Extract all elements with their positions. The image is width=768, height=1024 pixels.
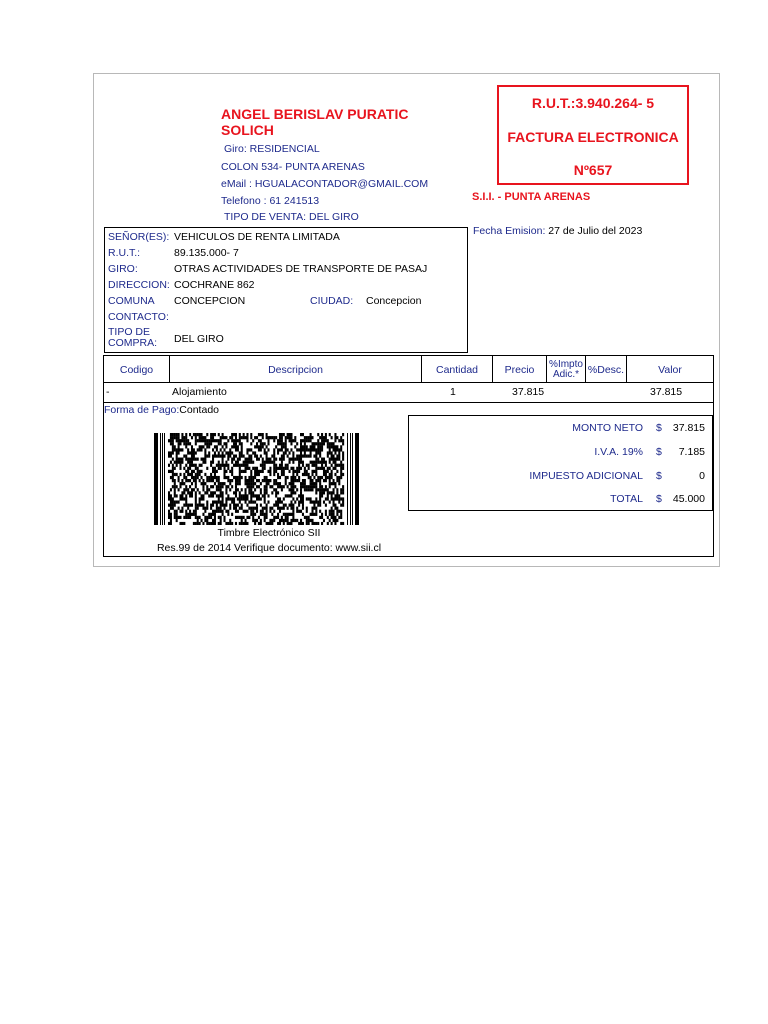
neto-label: MONTO NETO [572, 422, 643, 434]
header-desc: %Desc. [585, 356, 626, 383]
client-tipo-compra-value: DEL GIRO [174, 333, 224, 345]
timbre-label: Timbre Electrónico SII [217, 527, 321, 539]
client-rut-value: 89.135.000- 7 [174, 247, 239, 259]
client-ciudad-label: CIUDAD: [310, 295, 354, 307]
issue-date [473, 225, 642, 237]
neto-currency: $ [656, 422, 662, 434]
impuesto-currency: $ [656, 470, 662, 482]
total-value: 45.000 [672, 493, 705, 505]
impuesto-value: 0 [699, 470, 705, 482]
total-label: TOTAL [610, 493, 643, 505]
header-precio: Precio [492, 356, 546, 383]
header-codigo: Codigo [119, 363, 154, 376]
total-currency: $ [656, 493, 662, 505]
header-impto-2: Adic.* [552, 368, 580, 380]
header-descripcion: Descripcion [169, 356, 421, 383]
issue-date-value: 27 de Julio del 2023 [548, 225, 643, 237]
payment-value: Contado [179, 404, 219, 416]
row-valor: 37.815 [650, 386, 683, 398]
client-box [104, 227, 468, 353]
document-id-box [497, 85, 689, 185]
row-precio: 37.815 [512, 386, 545, 398]
issuer-sale-type: TIPO DE VENTA: DEL GIRO [224, 211, 359, 223]
issuer-address: COLON 534- PUNTA ARENAS [221, 161, 365, 173]
client-giro-label: GIRO: [108, 263, 138, 275]
client-tipo-compra-label-1: TIPO DE [108, 326, 151, 338]
client-tipo-compra-label [108, 327, 157, 349]
issue-date-label: Fecha Emision: [473, 225, 546, 237]
header-cantidad: Cantidad [421, 356, 492, 383]
client-comuna-value: CONCEPCION [174, 295, 246, 307]
row-cantidad: 1 [450, 386, 456, 398]
issuer-name: ANGEL BERISLAV PURATIC SOLICH [221, 106, 409, 138]
header-valor: Valor [626, 356, 713, 383]
payment-label: Forma de Pago: [104, 404, 180, 416]
document-rut: R.U.T.:3.940.264- 5 [531, 95, 655, 111]
document-number: Nº657 [573, 162, 613, 178]
header-impto-1: %Impto [549, 358, 583, 370]
table-row [104, 383, 713, 403]
issuer-giro: Giro: RESIDENCIAL [224, 143, 320, 155]
sii-office: S.I.I. - PUNTA ARENAS [472, 191, 591, 203]
issuer-phone: Telefono : 61 241513 [221, 195, 320, 207]
table-header-row [104, 356, 713, 383]
iva-label: I.V.A. 19% [594, 446, 643, 458]
client-giro-value: OTRAS ACTIVIDADES DE TRANSPORTE DE PASAJ [174, 263, 428, 275]
issuer-email: eMail : HGUALACONTADOR@GMAIL.COM [221, 178, 429, 190]
client-senor-value: VEHICULOS DE RENTA LIMITADA [174, 231, 340, 243]
client-senor-label: SEÑOR(ES): [108, 231, 170, 243]
header-impto [546, 356, 585, 383]
payment-method [104, 404, 219, 416]
client-direccion-label: DIRECCION: [108, 279, 170, 291]
row-descripcion: Alojamiento [172, 386, 227, 398]
row-codigo: - [106, 386, 110, 398]
iva-value: 7.185 [678, 446, 705, 458]
impuesto-label: IMPUESTO ADICIONAL [529, 470, 643, 482]
client-direccion-value: COCHRANE 862 [174, 279, 255, 291]
timbre-resolution: Res.99 de 2014 Verifique documento: www.sii.cl [156, 542, 382, 554]
document-type: FACTURA ELECTRONICA [507, 129, 679, 145]
client-comuna-label: COMUNA [108, 295, 155, 307]
client-contacto-label: CONTACTO: [108, 311, 169, 323]
totals-box [408, 415, 713, 511]
client-ciudad-value: Concepcion [366, 295, 422, 307]
client-tipo-compra-label-2: COMPRA: [108, 337, 158, 349]
neto-value: 37.815 [672, 422, 705, 434]
pdf417-barcode-icon [154, 433, 359, 525]
client-rut-label: R.U.T.: [108, 247, 141, 259]
iva-currency: $ [656, 446, 662, 458]
